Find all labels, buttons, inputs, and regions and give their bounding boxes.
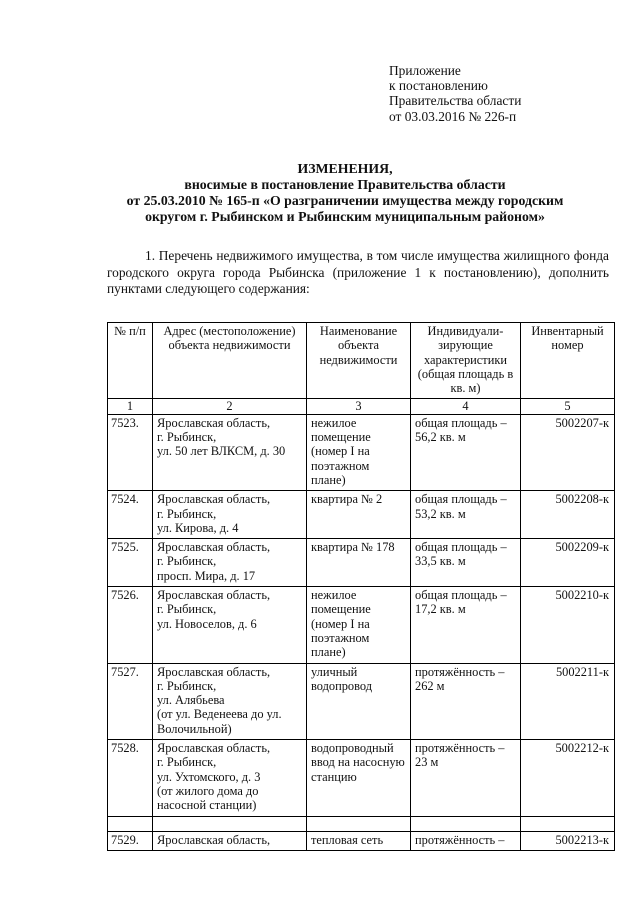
heading-line: от 25.03.2010 № 165-п «О разграничении имущества между городским xyxy=(126,193,564,208)
row-number: 7526. xyxy=(108,587,153,663)
appendix-line: к постановлению xyxy=(389,78,488,94)
address-line: г. Рыбинск, xyxy=(157,506,217,521)
row-inventory: 5002208-к xyxy=(521,491,615,539)
address-line: Ярославская область, xyxy=(157,540,271,555)
row-inventory: 5002207-к xyxy=(521,414,615,490)
spacer-cell xyxy=(307,816,411,831)
address-line: Ярославская область, xyxy=(157,741,271,756)
spacer-cell xyxy=(108,816,153,831)
address-line: ул. Новоселов, д. 6 xyxy=(157,616,257,631)
address-line: г. Рыбинск, xyxy=(157,430,217,445)
address-line: (от ул. Веденеева до ул. Волочильной) xyxy=(157,707,282,736)
row-number: 7529. xyxy=(108,831,153,850)
row-number: 7527. xyxy=(108,663,153,739)
row-details: протяжённость – 262 м xyxy=(411,663,521,739)
heading-line: округом г. Рыбинском и Рыбинским муниципальным районом» xyxy=(145,209,545,224)
table-row xyxy=(108,831,615,850)
row-object-name: нежилое помещение (номер I на поэтажном плане) xyxy=(307,587,411,663)
row-details: общая площадь – 17,2 кв. м xyxy=(411,587,521,663)
address-line: ул. Алябьева xyxy=(157,693,225,708)
row-object-name: нежилое помещение (номер I на поэтажном плане) xyxy=(307,414,411,490)
row-address xyxy=(153,491,307,539)
column-number: 2 xyxy=(153,399,307,414)
header-number: № п/п xyxy=(108,323,153,399)
row-address xyxy=(153,831,307,850)
table-row xyxy=(108,587,615,663)
table-row xyxy=(108,539,615,587)
table-row xyxy=(108,491,615,539)
appendix-block xyxy=(389,63,619,124)
address-line: Ярославская область, xyxy=(157,588,271,603)
heading-line: вносимые в постановление Правительства области xyxy=(184,177,506,192)
property-table xyxy=(107,322,615,851)
table-row xyxy=(108,740,615,816)
row-object-name: квартира № 2 xyxy=(307,491,411,539)
address-line: (от жилого дома до насосной станции) xyxy=(157,783,259,813)
row-details: протяжённость – 23 м xyxy=(411,740,521,816)
header-details: Индивидуали- зирующие характеристики (общая площадь в кв. м) xyxy=(411,323,521,399)
row-inventory: 5002212-к xyxy=(521,740,615,816)
table-header-row xyxy=(108,323,615,399)
address-line: г. Рыбинск, xyxy=(157,678,217,693)
address-line: Ярославская область, xyxy=(157,415,271,430)
appendix-line: от 03.03.2016 № 226-п xyxy=(389,108,517,124)
row-address xyxy=(153,587,307,663)
address-line: Ярославская область, xyxy=(157,492,271,507)
row-inventory: 5002210-к xyxy=(521,587,615,663)
table-row xyxy=(108,663,615,739)
heading-title: ИЗМЕНЕНИЯ, xyxy=(297,161,393,176)
column-number: 1 xyxy=(108,399,153,414)
row-address xyxy=(153,663,307,739)
row-details: общая площадь – 53,2 кв. м xyxy=(411,491,521,539)
row-details: общая площадь – 56,2 кв. м xyxy=(411,414,521,490)
header-inventory: Инвентарный номер xyxy=(521,323,615,399)
header-name: Наименование объекта недвижимости xyxy=(307,323,411,399)
address-line: Ярославская область, xyxy=(157,832,271,847)
row-details: общая площадь – 33,5 кв. м xyxy=(411,539,521,587)
row-number: 7523. xyxy=(108,414,153,490)
table-row xyxy=(108,414,615,490)
row-object-name: уличный водопровод xyxy=(307,663,411,739)
address-line: Ярославская область, xyxy=(157,664,271,679)
row-number: 7528. xyxy=(108,740,153,816)
row-number: 7524. xyxy=(108,491,153,539)
row-object-name: квартира № 178 xyxy=(307,539,411,587)
address-line: г. Рыбинск, xyxy=(157,602,217,617)
address-line: ул. 50 лет ВЛКСМ, д. 30 xyxy=(157,444,286,459)
header-address: Адрес (местоположение) объекта недвижимости xyxy=(153,323,307,399)
column-number: 5 xyxy=(521,399,615,414)
address-line: просп. Мира, д. 17 xyxy=(157,568,256,583)
column-number: 3 xyxy=(307,399,411,414)
row-address xyxy=(153,539,307,587)
row-address xyxy=(153,740,307,816)
address-line: ул. Кирова, д. 4 xyxy=(157,520,239,535)
address-line: ул. Ухтомского, д. 3 xyxy=(157,769,261,784)
amendment-paragraph: 1. Перечень недвижимого имущества, в том числе имущества жилищного фонда городского округа города Рыбинска (приложение 1 к постановлению), дополнить пунктами следующего содержания: xyxy=(107,248,609,296)
spacer-cell xyxy=(153,816,307,831)
appendix-line: Приложение xyxy=(389,63,461,78)
row-number: 7525. xyxy=(108,539,153,587)
address-line: г. Рыбинск, xyxy=(157,554,217,569)
spacer-cell xyxy=(521,816,615,831)
appendix-line: Правительства области xyxy=(389,93,522,109)
row-inventory: 5002211-к xyxy=(521,663,615,739)
spacer-cell xyxy=(411,816,521,831)
address-line: г. Рыбинск, xyxy=(157,755,217,770)
column-number: 4 xyxy=(411,399,521,414)
row-address xyxy=(153,414,307,490)
row-inventory: 5002213-к xyxy=(521,831,615,850)
document-heading xyxy=(80,161,610,225)
row-inventory: 5002209-к xyxy=(521,539,615,587)
row-object-name: тепловая сеть xyxy=(307,831,411,850)
row-details: протяжённость – xyxy=(411,831,521,850)
table-spacer-row xyxy=(108,816,615,831)
row-object-name: водопроводный ввод на насосную станцию xyxy=(307,740,411,816)
column-number-row xyxy=(108,399,615,414)
